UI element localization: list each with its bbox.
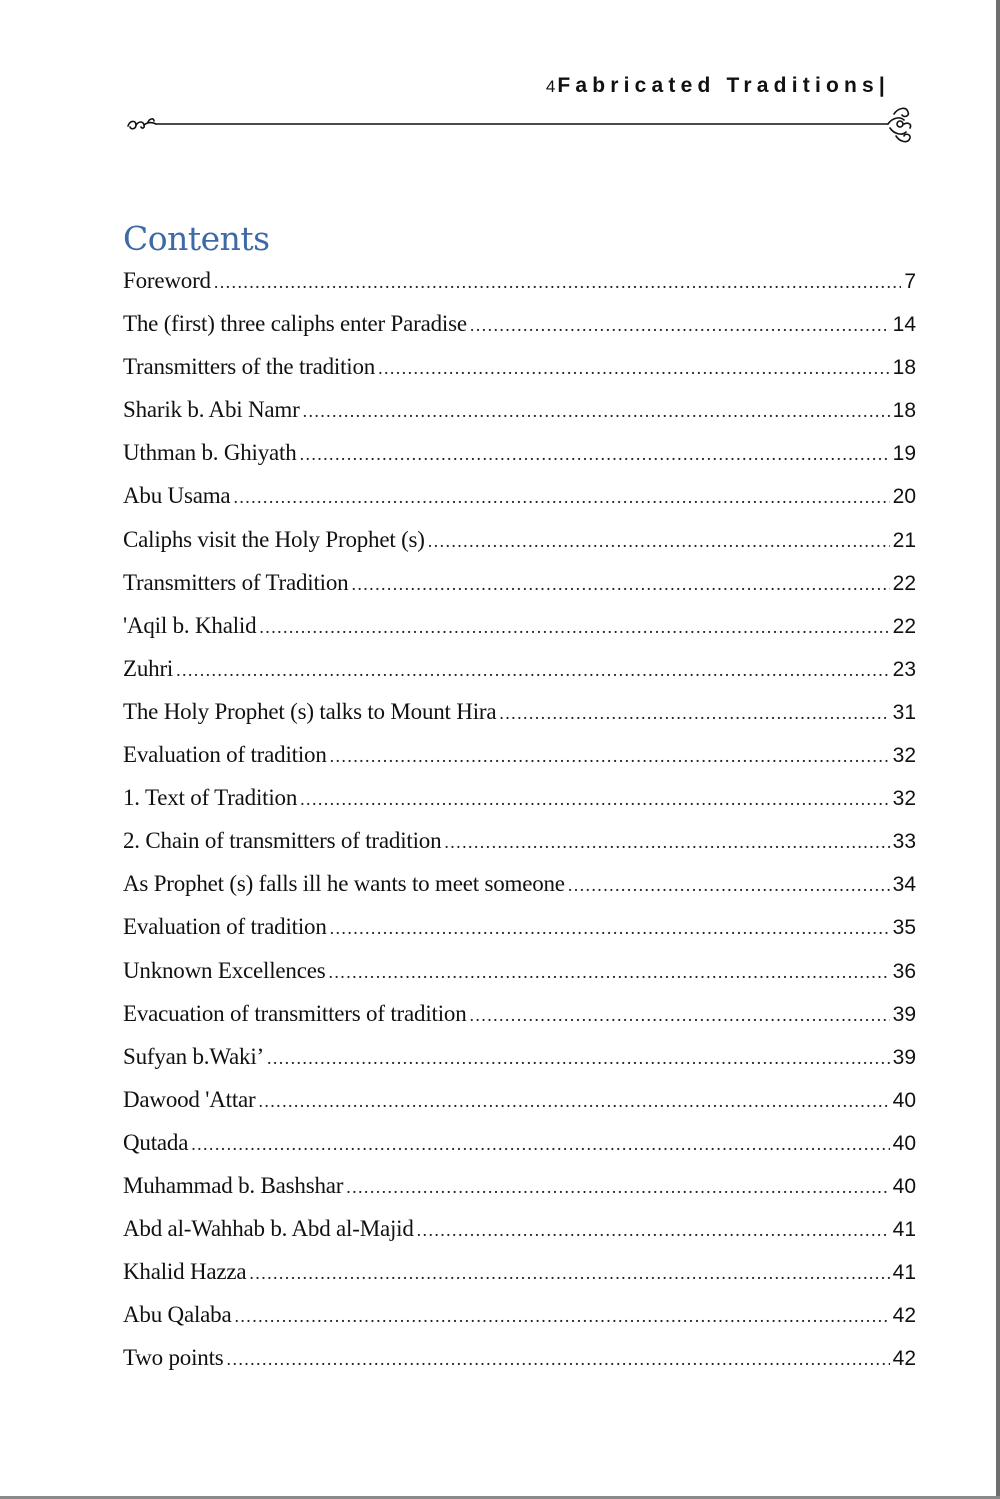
- toc-entry[interactable]: [123, 477, 916, 520]
- toc-entry-title: Abu Qalaba: [123, 1302, 232, 1328]
- table-of-contents: [123, 262, 916, 1382]
- dot-leader: [378, 349, 890, 387]
- toc-entry[interactable]: [123, 1081, 916, 1124]
- toc-entry[interactable]: [123, 607, 916, 650]
- dot-leader: [233, 478, 889, 516]
- toc-entry-title: Khalid Hazza: [123, 1259, 247, 1285]
- toc-entry[interactable]: [123, 391, 916, 434]
- toc-entry-page-number: 39: [892, 1045, 916, 1069]
- toc-entry[interactable]: [123, 1339, 916, 1382]
- toc-entry-title: Abd al-Wahhab b. Abd al-Majid: [123, 1216, 414, 1242]
- running-header: [546, 74, 890, 98]
- dot-leader: [417, 1211, 890, 1249]
- toc-entry[interactable]: [123, 262, 916, 305]
- dot-leader: [214, 263, 901, 301]
- toc-entry-title: Uthman b. Ghiyath: [123, 440, 297, 466]
- toc-entry-title: Transmitters of the tradition: [123, 354, 376, 380]
- toc-entry-page-number: 18: [892, 356, 916, 380]
- toc-entry-title: Foreword: [123, 268, 211, 293]
- toc-entry[interactable]: [123, 995, 916, 1038]
- toc-entry-page-number: 41: [892, 1218, 916, 1242]
- page-edge-right: [996, 0, 1000, 1499]
- toc-entry-title: Qutada: [123, 1129, 189, 1155]
- dot-leader: [191, 1125, 889, 1163]
- toc-entry-page-number: 18: [892, 399, 916, 423]
- dot-leader: [351, 565, 889, 603]
- toc-entry-title: Evaluation of tradition: [123, 742, 327, 768]
- header-separator: |: [878, 74, 890, 97]
- dot-leader: [470, 996, 890, 1034]
- toc-entry-title: Abu Usama: [123, 483, 231, 509]
- dot-leader: [568, 866, 890, 904]
- toc-entry-title: Evaluation of tradition: [123, 914, 327, 940]
- running-title: Fabricated Traditions: [557, 74, 879, 97]
- toc-entry-page-number: 36: [892, 959, 916, 983]
- toc-entry-title: Evacuation of transmitters of tradition: [123, 1000, 467, 1026]
- toc-entry-page-number: 41: [892, 1261, 916, 1285]
- dot-leader: [330, 909, 890, 947]
- toc-entry-title: 'Aqil b. Khalid: [123, 612, 257, 638]
- toc-entry[interactable]: [123, 693, 916, 736]
- toc-entry-page-number: 32: [892, 744, 916, 768]
- toc-entry-page-number: 39: [892, 1002, 916, 1026]
- dot-leader: [300, 435, 890, 473]
- dot-leader: [303, 392, 890, 430]
- toc-entry-page-number: 31: [892, 700, 916, 724]
- dot-leader: [470, 306, 890, 344]
- toc-entry-page-number: 22: [892, 614, 916, 638]
- toc-entry-page-number: 40: [892, 1174, 916, 1198]
- toc-entry[interactable]: [123, 434, 916, 477]
- toc-entry-title: Two points: [123, 1345, 224, 1371]
- toc-entry-page-number: 23: [892, 657, 916, 681]
- toc-entry[interactable]: [123, 305, 916, 348]
- toc-entry-page-number: 20: [892, 485, 916, 509]
- toc-entry-title: Caliphs visit the Holy Prophet (s): [123, 526, 425, 552]
- toc-entry-page-number: 32: [892, 787, 916, 811]
- toc-entry-title: Sufyan b.Waki’: [123, 1043, 264, 1069]
- toc-entry-page-number: 14: [892, 313, 916, 337]
- dot-leader: [227, 1340, 890, 1378]
- toc-entry-title: Sharik b. Abi Namr: [123, 397, 300, 423]
- toc-entry-page-number: 42: [892, 1304, 916, 1328]
- dot-leader: [258, 1082, 889, 1120]
- dot-leader: [249, 1254, 889, 1292]
- toc-entry-page-number: 34: [892, 873, 916, 897]
- toc-entry-title: 1. Text of Tradition: [123, 785, 298, 811]
- toc-entry-title: The (first) three caliphs enter Paradise: [123, 311, 467, 337]
- toc-entry-page-number: 19: [892, 442, 916, 466]
- toc-entry-title: Zuhri: [123, 655, 174, 681]
- toc-entry[interactable]: [123, 1038, 916, 1081]
- toc-entry-title: Dawood 'Attar: [123, 1086, 256, 1112]
- toc-entry-title: As Prophet (s) falls ill he wants to meet someone: [123, 871, 565, 897]
- toc-entry[interactable]: [123, 908, 916, 951]
- toc-entry-page-number: 40: [892, 1131, 916, 1155]
- toc-entry-page-number: 35: [892, 916, 916, 940]
- toc-entry[interactable]: [123, 865, 916, 908]
- dot-leader: [176, 651, 890, 689]
- toc-entry-page-number: 42: [892, 1347, 916, 1371]
- contents-heading: Contents: [123, 219, 270, 258]
- dot-leader: [330, 737, 890, 775]
- toc-entry[interactable]: [123, 521, 916, 564]
- toc-entry[interactable]: [123, 1167, 916, 1210]
- dot-leader: [499, 694, 889, 732]
- dot-leader: [235, 1297, 890, 1335]
- toc-entry-page-number: 21: [892, 528, 916, 552]
- dot-leader: [259, 608, 889, 646]
- dot-leader: [346, 1168, 889, 1206]
- toc-entry-title: 2. Chain of transmitters of tradition: [123, 828, 442, 854]
- toc-entry[interactable]: [123, 1296, 916, 1339]
- dot-leader: [329, 953, 890, 991]
- toc-entry[interactable]: [123, 736, 916, 779]
- toc-entry[interactable]: [123, 779, 916, 822]
- page-number: 4: [545, 77, 558, 96]
- left-flourish-icon: [128, 119, 156, 129]
- toc-entry[interactable]: [123, 1210, 916, 1253]
- toc-entry[interactable]: [123, 952, 916, 995]
- toc-entry-title: Transmitters of Tradition: [123, 569, 349, 595]
- toc-entry-page-number: 22: [892, 571, 916, 595]
- dot-leader: [428, 522, 890, 560]
- dot-leader: [267, 1039, 890, 1077]
- toc-entry-title: Unknown Excellences: [123, 957, 326, 983]
- toc-entry-page-number: 40: [892, 1088, 916, 1112]
- toc-entry[interactable]: [123, 1124, 916, 1167]
- dot-leader: [444, 823, 889, 861]
- toc-entry[interactable]: [123, 348, 916, 391]
- toc-entry[interactable]: [123, 822, 916, 865]
- toc-entry[interactable]: [123, 1253, 916, 1296]
- toc-entry-page-number: 33: [892, 830, 916, 854]
- toc-entry-title: Muhammad b. Bashshar: [123, 1172, 344, 1198]
- toc-entry[interactable]: [123, 564, 916, 607]
- dot-leader: [300, 780, 889, 818]
- toc-entry[interactable]: [123, 650, 916, 693]
- right-flourish-icon: [888, 108, 911, 141]
- toc-entry-page-number: 7: [904, 270, 916, 293]
- toc-entry-title: The Holy Prophet (s) talks to Mount Hira: [123, 698, 497, 724]
- ornamental-rule: [124, 100, 916, 150]
